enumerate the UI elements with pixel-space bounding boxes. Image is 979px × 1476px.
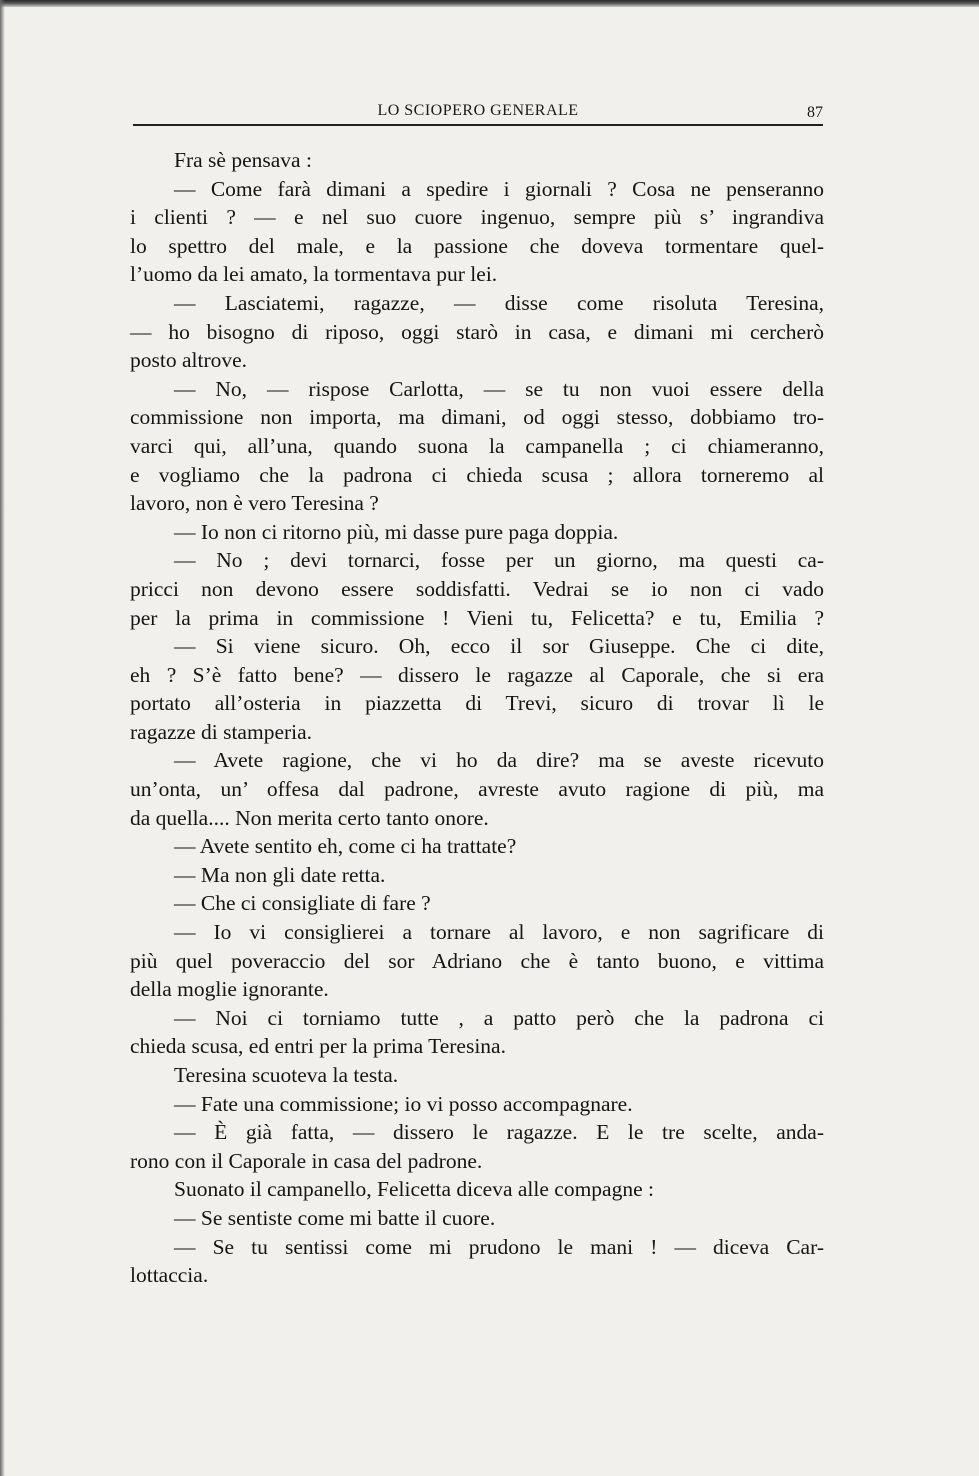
text-line: lavoro, non è vero Teresina ? — [130, 491, 379, 516]
text-line: — Ma non gli date retta. — [174, 862, 386, 887]
text-line: — Che ci consigliate di fare ? — [174, 891, 431, 916]
text-line: — Se tu sentissi come mi prudono le mani ! — diceva Car- — [174, 1234, 824, 1259]
running-title: LO SCIOPERO GENERALE — [377, 102, 579, 119]
scan-left-edge — [0, 0, 5, 1476]
scan-top-edge — [0, 0, 979, 7]
text-line: commissione non importa, ma dimani, od oggi stesso, dobbiamo tro- — [130, 405, 824, 430]
text-line: chieda scusa, ed entri per la prima Teresina. — [130, 1034, 506, 1059]
text-line: — No, — rispose Carlotta, — se tu non vuoi essere della — [174, 376, 824, 401]
text-line: più quel poveraccio del sor Adriano che è tanto buono, e vittima — [130, 948, 824, 973]
text-line: da quella.... Non merita certo tanto onore. — [130, 805, 489, 830]
text-line: — Io vi consiglierei a tornare al lavoro, e non sagrificare di — [174, 920, 824, 945]
text-line: — Avete sentito eh, come ci ha trattate? — [174, 834, 517, 859]
text-line: e vogliamo che la padrona ci chieda scusa ; allora torneremo al — [130, 462, 824, 487]
text-line: — Si viene sicuro. Oh, ecco il sor Giuseppe. Che ci dite, — [174, 634, 824, 659]
text-line: eh ? S’è fatto bene? — dissero le ragazze al Caporale, che si era — [130, 662, 824, 687]
text-line: — Fate una commissione; io vi posso accompagnare. — [174, 1091, 633, 1116]
text-line: ragazze di stamperia. — [130, 719, 313, 744]
text-line: i clienti ? — e nel suo cuore ingenuo, sempre più s’ ingrandiva — [130, 205, 824, 230]
text-line: un’onta, un’ offesa dal padrone, avreste avuto ragione di più, ma — [130, 777, 824, 802]
text-line: — È già fatta, — dissero le ragazze. E le tre scelte, anda- — [174, 1120, 824, 1145]
text-line: posto altrove. — [130, 348, 248, 373]
text-line: Fra sè pensava : — [174, 148, 312, 172]
text-line: — Lasciatemi, ragazze, — disse come risoluta Teresina, — [174, 290, 824, 315]
text-line: rono con il Caporale in casa del padrone. — [130, 1148, 483, 1173]
text-line: portato all’osteria in piazzetta di Trevi, sicuro di trovar lì le — [130, 691, 824, 716]
text-line: lo spettro del male, e la passione che doveva tormentare quel- — [130, 233, 824, 258]
text-line: lottaccia. — [130, 1263, 209, 1288]
text-line: — ho bisogno di riposo, oggi starò in casa, e dimani mi cercherò — [130, 319, 824, 344]
page-number: 87 — [807, 104, 823, 121]
text-line: — No ; devi tornarci, fosse per un giorno, ma questi ca- — [174, 548, 824, 573]
text-line: — Come farà dimani a spedire i giornali ? Cosa ne penseranno — [174, 176, 824, 201]
text-line: varci qui, all’una, quando suona la campanella ; ci chiameranno, — [130, 433, 824, 458]
text-line: della moglie ignorante. — [130, 977, 329, 1002]
text-line: pricci non devono essere soddisfatti. Vedrai se io non ci vado — [130, 576, 824, 601]
text-line: Suonato il campanello, Felicetta diceva alle compagne : — [174, 1177, 654, 1202]
text-line: — Avete ragione, che vi ho da dire? ma se aveste ricevuto — [174, 748, 824, 773]
text-line: per la prima in commissione ! Vieni tu, Felicetta? e tu, Emilia ? — [130, 605, 824, 630]
text-line: Teresina scuoteva la testa. — [174, 1063, 399, 1087]
text-line: — Io non ci ritorno più, mi dasse pure paga doppia. — [174, 519, 619, 544]
text-line: — Noi ci torniamo tutte , a patto però che la padrona ci — [174, 1005, 824, 1030]
body-text — [130, 146, 824, 1290]
text-line: — Se sentiste come mi batte il cuore. — [174, 1205, 496, 1230]
text-line: l’uomo da lei amato, la tormentava pur lei. — [130, 262, 498, 287]
page-header — [133, 100, 823, 126]
